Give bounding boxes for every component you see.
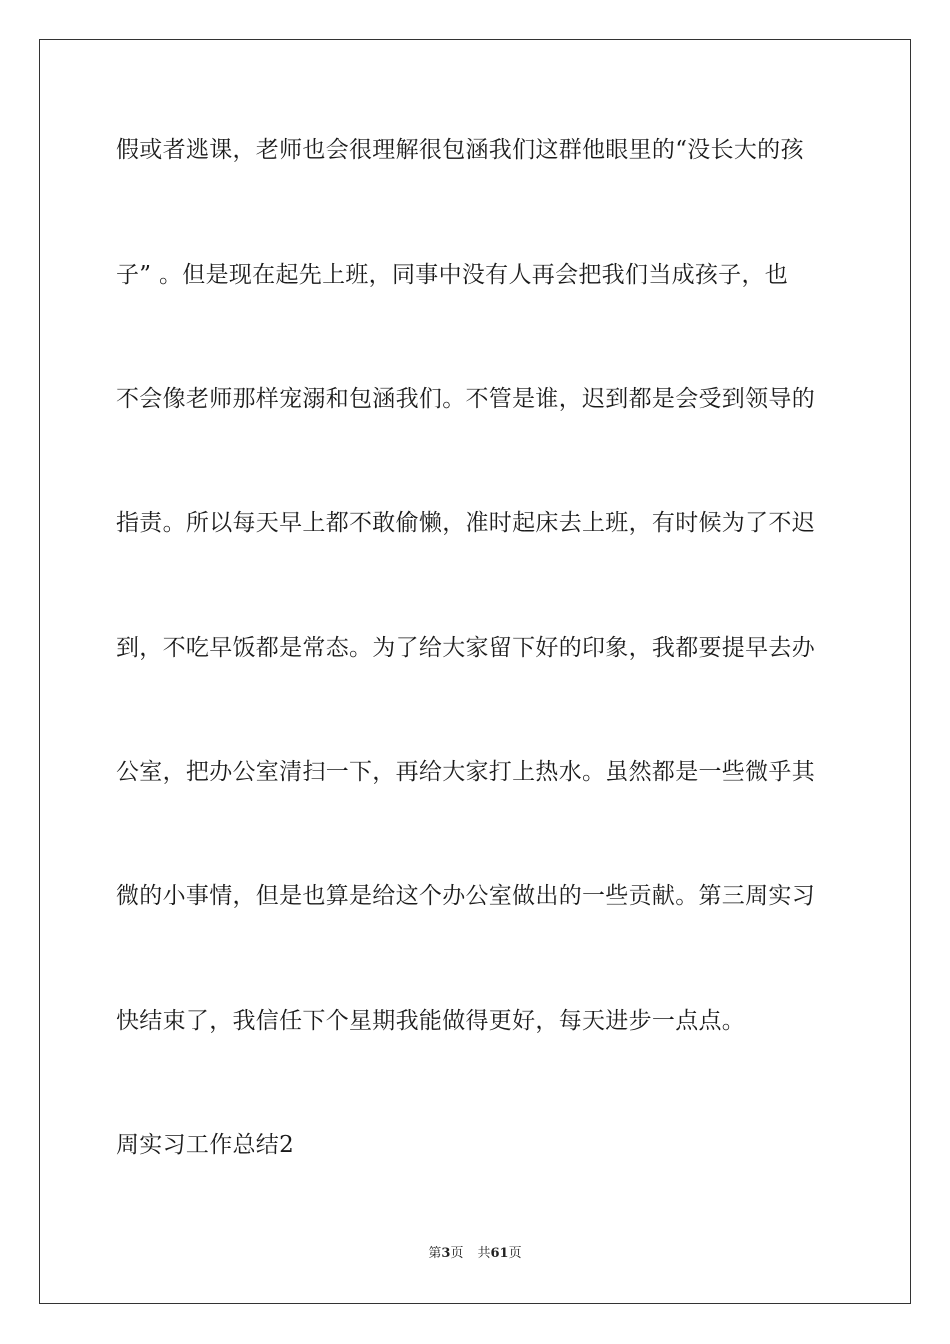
page-footer (0, 1245, 950, 1263)
body-text-line: 微的小事情，但是也算是给这个办公室做出的一些贡献。第三周实习 (116, 883, 815, 909)
total-pages: 61 (490, 1246, 509, 1261)
page-label-suffix: 页 (450, 1246, 464, 1261)
body-text-line: 公室，把办公室清扫一下，再给大家打上热水。虽然都是一些微乎其 (116, 759, 815, 785)
page-label-prefix: 第 (428, 1246, 442, 1261)
body-text-line: 子” 。但是现在起先上班，同事中没有人再会把我们当成孩子，也 (116, 262, 789, 288)
body-text-line: 快结束了，我信任下个星期我能做得更好，每天进步一点点。 (116, 1008, 746, 1034)
total-label-prefix: 共 (477, 1246, 491, 1261)
body-text-line: 指责。所以每天早上都不敢偷懒，准时起床去上班，有时候为了不迟 (116, 510, 815, 536)
page-border (39, 39, 911, 1304)
body-text-line: 假或者逃课，老师也会很理解很包涵我们这群他眼里的“没长大的孩 (116, 137, 804, 163)
body-text-line: 到，不吃早饭都是常态。为了给大家留下好的印象，我都要提早去办 (116, 635, 815, 661)
total-label-suffix: 页 (508, 1246, 522, 1261)
page-number: 3 (441, 1246, 451, 1261)
body-text-line: 不会像老师那样宠溺和包涵我们。不管是谁，迟到都是会受到领导的 (116, 386, 815, 412)
section-heading: 周实习工作总结2 (116, 1132, 295, 1158)
